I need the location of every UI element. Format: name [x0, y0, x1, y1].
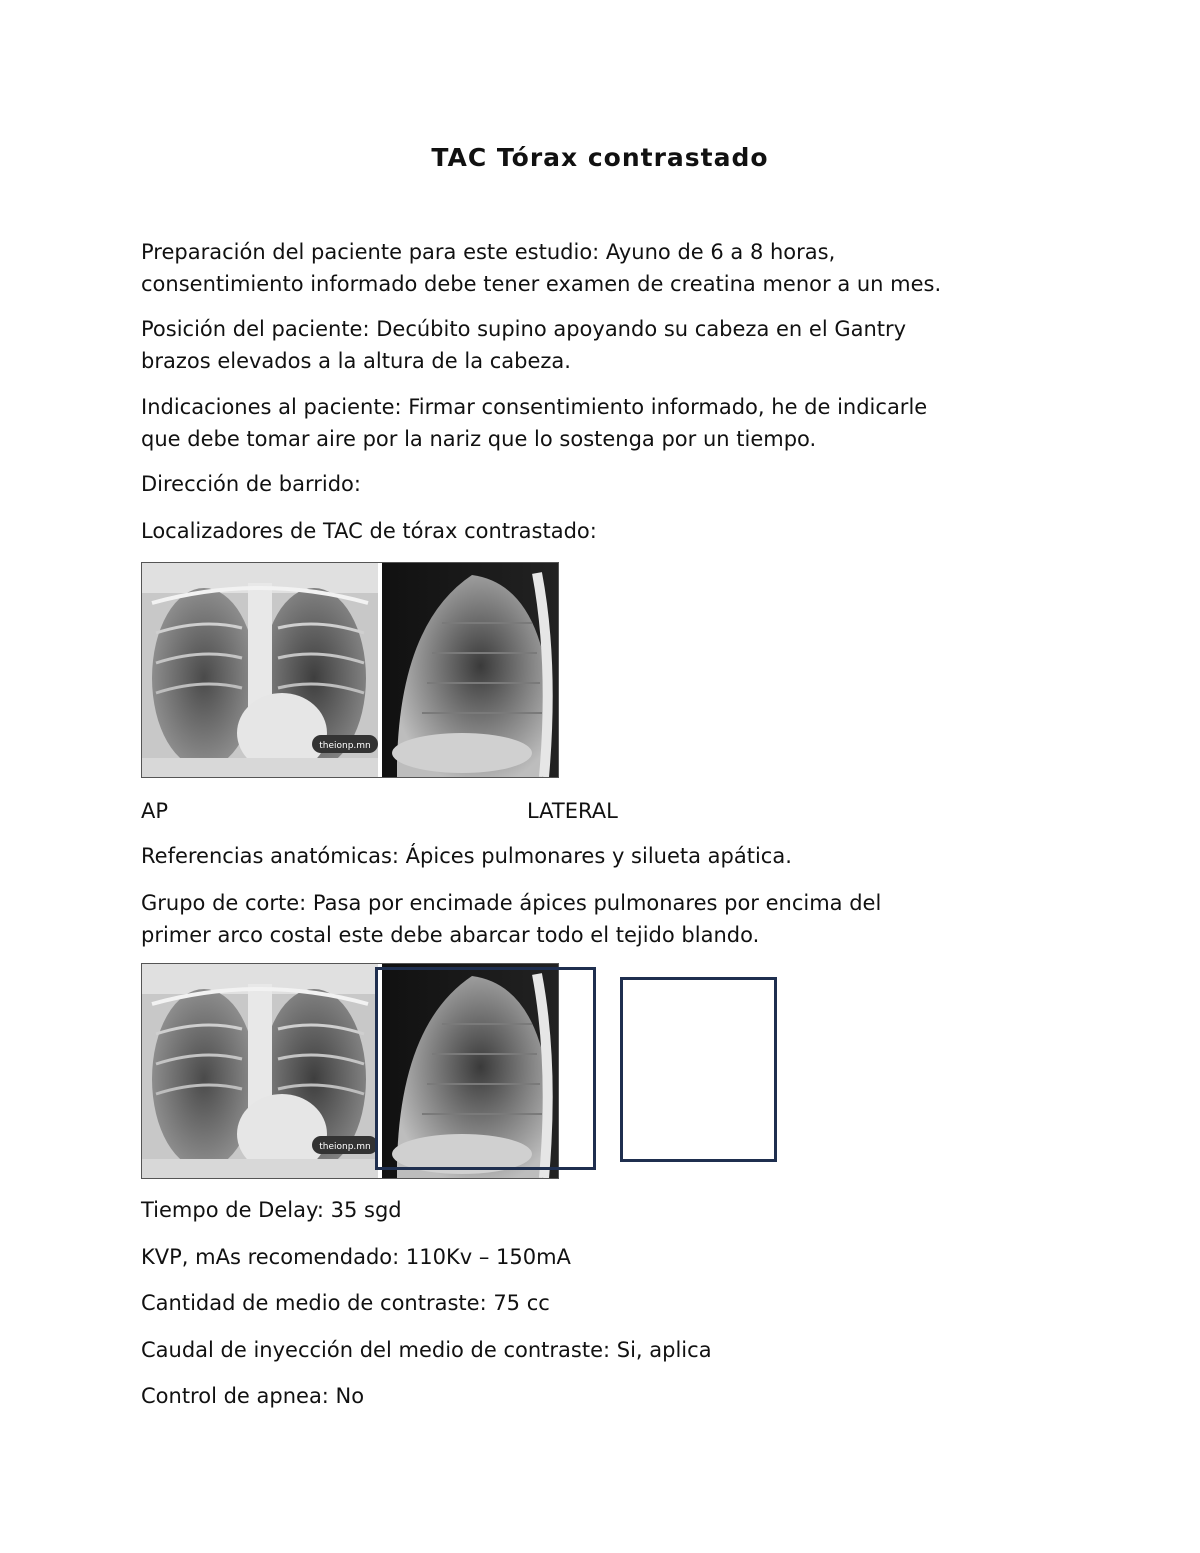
tiempo-delay-text: Tiempo de Delay: 35 sgd [141, 1198, 402, 1222]
cantidad-text: Cantidad de medio de contraste: 75 cc [141, 1291, 550, 1315]
scan-range-box [375, 967, 596, 1170]
indicaciones-paragraph [141, 391, 1101, 455]
grupo-line-1: Grupo de corte: Pasa por encimade ápices pulmonares por encima del [141, 891, 882, 915]
referencias-text: Referencias anatómicas: Ápices pulmonares y silueta apática. [141, 844, 792, 868]
watermark-text-1: theionp.mn [319, 741, 371, 751]
caption-lateral: LATERAL [527, 799, 618, 823]
xray-pair-graphic-1 [142, 563, 558, 777]
localizadores-text: Localizadores de TAC de tórax contrastado: [141, 519, 597, 543]
empty-frame-box [620, 977, 777, 1162]
preparacion-line-1: Preparación del paciente para este estudio: Ayuno de 6 a 8 horas, [141, 240, 836, 264]
posicion-line-1: Posición del paciente: Decúbito supino apoyando su cabeza en el Gantry [141, 317, 907, 341]
grupo-paragraph [141, 887, 1101, 951]
direccion-text: Dirección de barrido: [141, 472, 361, 496]
indicaciones-line-2: que debe tomar aire por la nariz que lo sostenga por un tiempo. [141, 427, 817, 451]
kvp-text: KVP, mAs recomendado: 110Kv – 150mA [141, 1245, 571, 1269]
document-title: TAC Tórax contrastado [431, 143, 769, 172]
caption-ap: AP [141, 799, 169, 823]
indicaciones-line-1: Indicaciones al paciente: Firmar consentimiento informado, he de indicarle [141, 395, 928, 419]
watermark-text-2: theionp.mn [319, 1142, 371, 1152]
caudal-text: Caudal de inyección del medio de contraste: Si, aplica [141, 1338, 712, 1362]
grupo-line-2: primer arco costal este debe abarcar todo el tejido blando. [141, 923, 760, 947]
xray-localizer-image-1 [141, 562, 559, 778]
apnea-text: Control de apnea: No [141, 1384, 365, 1408]
posicion-line-2: brazos elevados a la altura de la cabeza. [141, 349, 571, 373]
preparacion-paragraph [141, 236, 1101, 300]
preparacion-line-2: consentimiento informado debe tener examen de creatina menor a un mes. [141, 272, 942, 296]
posicion-paragraph [141, 313, 1101, 377]
